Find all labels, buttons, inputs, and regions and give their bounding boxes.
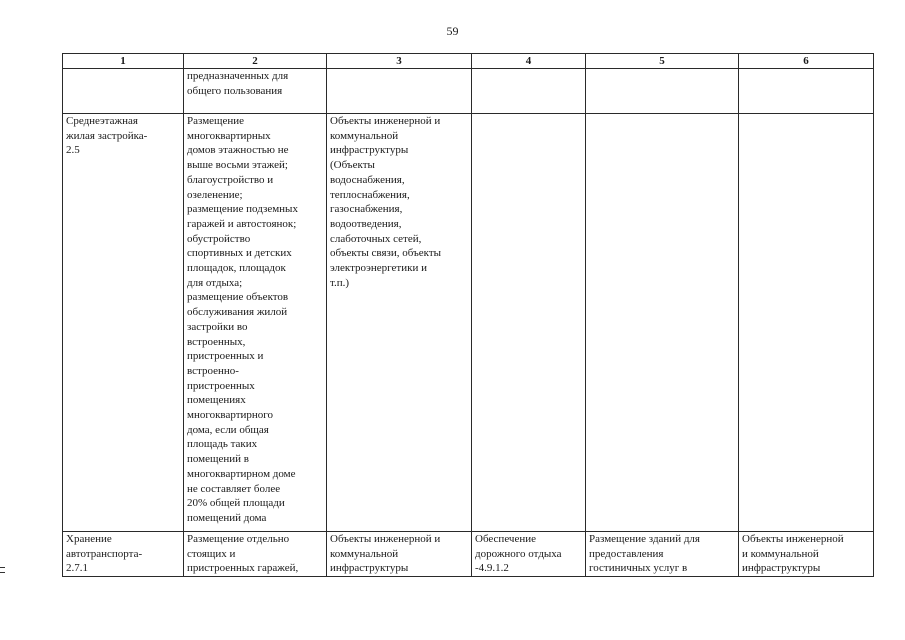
table-cell: Размещение отдельно стоящих и пристроенных гаражей,: [184, 532, 327, 577]
table-row: [63, 114, 874, 532]
table-cell: Объекты инженерной и коммунальной инфраструктуры: [327, 532, 472, 577]
table-cell: [739, 114, 874, 532]
table-cell: Объекты инженерной и коммунальной инфраструктуры: [739, 532, 874, 577]
table-cell: Хранение автотранспорта- 2.7.1: [63, 532, 184, 577]
table-cell: [63, 69, 184, 114]
margin-mark: [0, 567, 5, 573]
table-cell: [327, 69, 472, 114]
table-cell: [586, 114, 739, 532]
column-header-1: 1: [63, 54, 184, 69]
column-header-5: 5: [586, 54, 739, 69]
zoning-table: [62, 53, 874, 577]
table-cell: Размещение зданий для предоставления гостиничных услуг в: [586, 532, 739, 577]
table-row: [63, 532, 874, 577]
column-header-2: 2: [184, 54, 327, 69]
table-cell: Среднеэтажная жилая застройка- 2.5: [63, 114, 184, 532]
table-cell: [739, 69, 874, 114]
table-cell: Обеспечение дорожного отдыха -4.9.1.2: [472, 532, 586, 577]
column-header-4: 4: [472, 54, 586, 69]
page-number: 59: [446, 24, 459, 38]
table-cell: [586, 69, 739, 114]
column-header-6: 6: [739, 54, 874, 69]
table-row: [63, 69, 874, 114]
column-header-3: 3: [327, 54, 472, 69]
table-cell: Объекты инженерной и коммунальной инфраструктуры (Объекты водоснабжения, теплоснабжения, газоснабжения, водоотведения, слаботочных сетей, объекты связи, объекты электроэнергетики и т.п.): [327, 114, 472, 532]
table-cell: [472, 69, 586, 114]
table-header-row: [63, 54, 874, 69]
table-cell: Размещение многоквартирных домов этажностью не выше восьми этажей; благоустройство и озеленение; размещение подземных гаражей и автостоянок; обустройство спортивных и детских площадок, площадок для отдыха; размещение объектов обслуживания жилой застройки во встроенных, пристроенных и встроенно- пристроенных помещениях многоквартирного дома, если общая площадь таких помещений в многоквартирном доме не составляет более 20% общей площади помещений дома: [184, 114, 327, 532]
table-cell: [472, 114, 586, 532]
table-cell: предназначенных для общего пользования: [184, 69, 327, 114]
